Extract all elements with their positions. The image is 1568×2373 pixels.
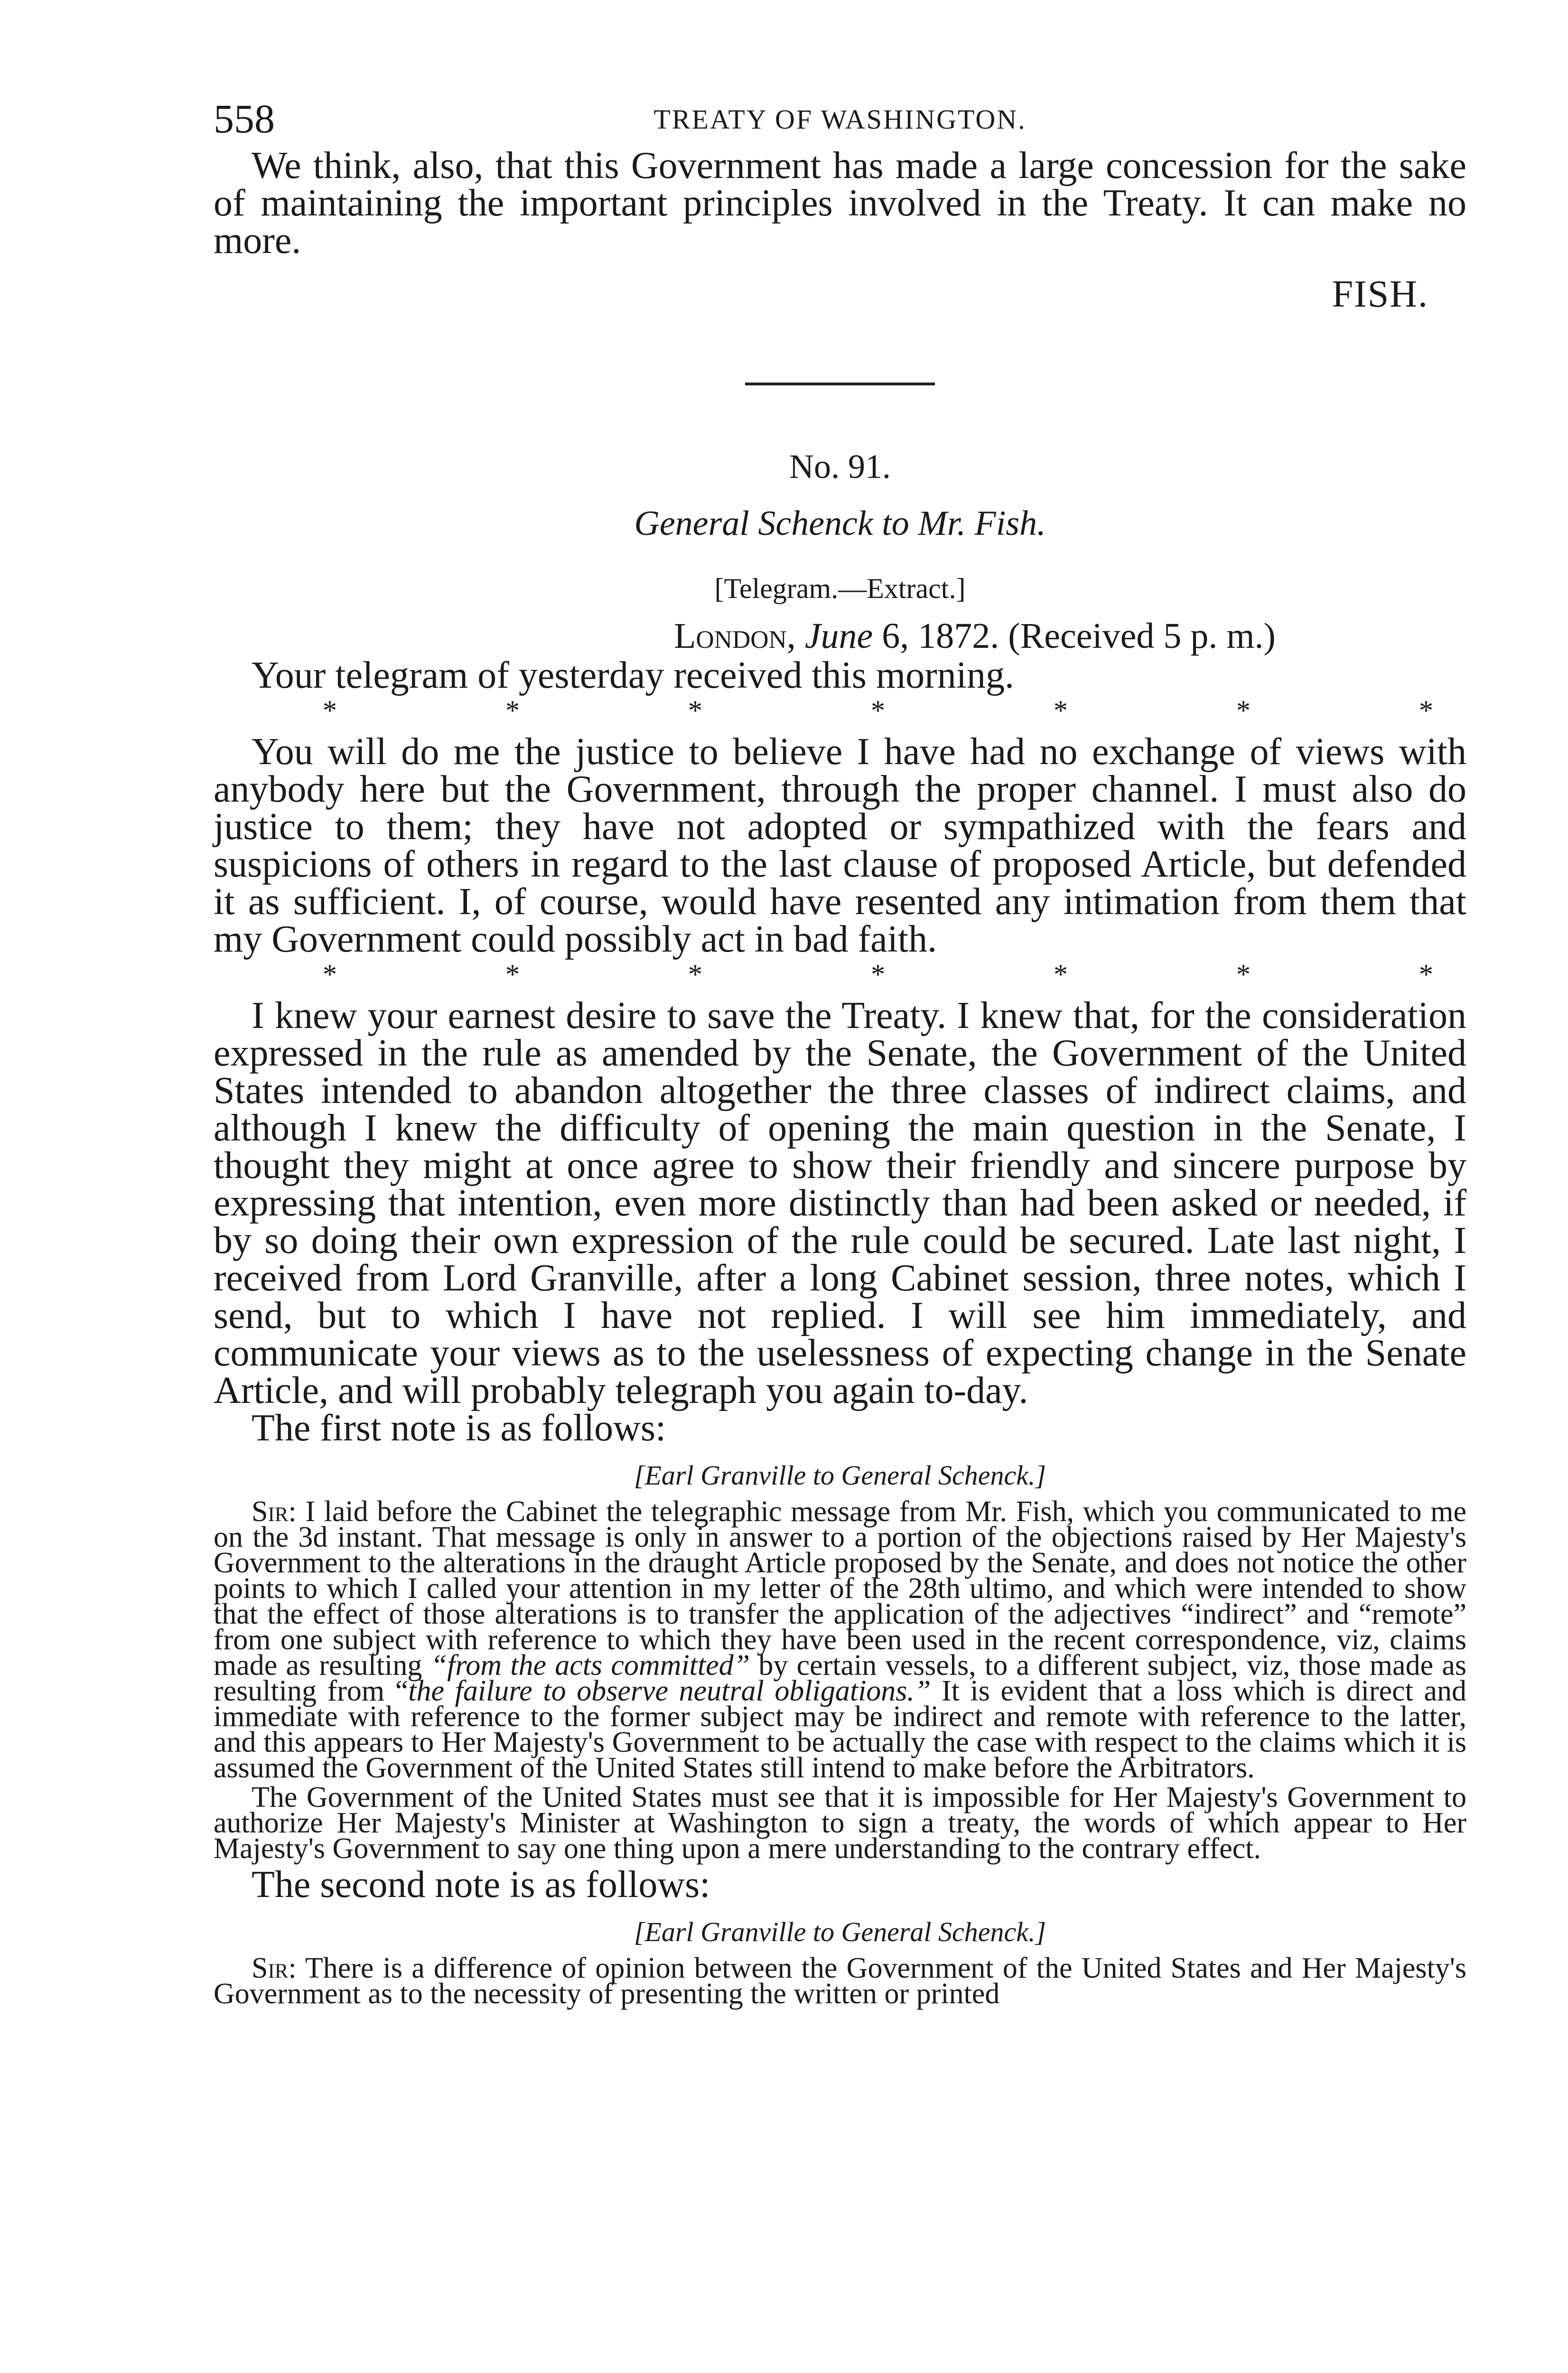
note-1-text-c: It is evident that a loss which is direct and immediate with reference to the former subject may be indirect and remote with reference to the latter, and this appears to Her Majesty's Government to be actually the case with respect to the claims which it is assumed the Government of the United States still intend to make before the Arbitrators.: [214, 1675, 1466, 1784]
note-1-italic-a: “from the acts committed”: [430, 1649, 750, 1682]
note-2-paragraph: [214, 1952, 1466, 2010]
second-note-intro: The second note is as follows:: [252, 1864, 710, 1906]
section-divider: [745, 383, 935, 385]
body-paragraph-2: I knew your earnest desire to save the Treaty. I knew that, for the consideration expressed in the rule as amended by the Senate, the Government of the United States intended to abandon altogether the three classes of indirect claims, and although I knew the difficulty of opening the main question in the Senate, I thought they might at once agree to show their friendly and sincere purpose by expressing that intention, even more distinctly than had been asked or needed, if by so doing their own expression of the rule could be secured. Late last night, I received from Lord Granville, after a long Cabinet session, three notes, which I send, but to which I have not replied. I will see him immediately, and communicate your views as to the uselessness of expecting change in the Senate Article, and will probably telegraph you again to-day.: [214, 995, 1466, 1411]
asterisk: *: [688, 695, 702, 726]
note-2-heading: [Earl Granville to General Schenck.]: [634, 1916, 1046, 1947]
running-title: TREATY OF WASHINGTON.: [653, 104, 1027, 135]
asterisk: *: [1236, 695, 1251, 726]
document-type-note: [Telegram.—Extract.]: [714, 573, 966, 604]
ellipsis-asterisks: [214, 960, 1466, 989]
signature: FISH.: [1332, 273, 1428, 315]
asterisk: *: [505, 695, 520, 726]
note-1-paragraph-1: [214, 1495, 1466, 1784]
note-1-paragraph-2: The Government of the United States must see that it is impossible for Her Majesty's Government to authorize Her Majesty's Minister at Washington to sign a treaty, the words of which appear to Her Majesty's Government to say one thing upon a mere understanding to the contrary effect.: [214, 1781, 1466, 1865]
asterisk: *: [1419, 959, 1433, 990]
asterisk: *: [1054, 959, 1068, 990]
note-1-text-b: by certain vessels, to a different subject, viz, those made as resulting from “: [214, 1649, 1466, 1707]
ellipsis-asterisks: [214, 696, 1466, 725]
salutation: Sir:: [252, 1952, 297, 1984]
asterisk: *: [323, 959, 337, 990]
asterisk: *: [688, 959, 702, 990]
asterisk: *: [1236, 959, 1251, 990]
opening-line: Your telegram of yesterday received this morning.: [252, 654, 1014, 696]
document-number: No. 91.: [789, 448, 891, 486]
first-note-intro: The first note is as follows:: [252, 1407, 666, 1449]
page-number: 558: [214, 96, 275, 141]
dateline-rest: 6, 1872. (Received 5 p. m.): [882, 616, 1276, 656]
document-heading: General Schenck to Mr. Fish.: [634, 504, 1046, 543]
note-1-heading: [Earl Granville to General Schenck.]: [634, 1460, 1046, 1491]
dateline-place: London,: [674, 616, 796, 656]
page-header: [214, 95, 1466, 147]
asterisk: *: [323, 695, 337, 726]
asterisk: *: [871, 959, 885, 990]
document-page: [214, 95, 1466, 2010]
salutation: Sir:: [252, 1495, 297, 1528]
asterisk: *: [871, 695, 885, 726]
asterisk: *: [1054, 695, 1068, 726]
body-paragraph-1: You will do me the justice to believe I have had no exchange of views with anybody here but the Government, through the proper channel. I must also do justice to them; they have not adopted or sympathized with the fears and suspicions of others in regard to the last clause of proposed Article, but defended it as sufficient. I, of course, would have resented any intimation from them that my Government could possibly act in bad faith.: [214, 731, 1466, 960]
note-1-text-a: I laid before the Cabinet the telegraphic message from Mr. Fish, which you communicated to me on the 3d instant. That message is only in answer to a portion of the objections raised by Her Majesty's Government to the alterations in the draught Article proposed by the Senate, and does not notice the other points to which I called your attention in my letter of the 28th ultimo, and which were intended to show that the effect of those alterations is to transfer the application of the adjectives “indirect” and “remote” from one subject with reference to which they have been used in the recent correspondence, viz, claims made as resulting: [214, 1495, 1466, 1682]
intro-paragraph: We think, also, that this Government has made a large concession for the sake of maintaining the important principles involved in the Treaty. It can make no more.: [214, 145, 1466, 262]
asterisk: *: [1419, 695, 1433, 726]
dateline-month: June: [804, 616, 873, 656]
asterisk: *: [505, 959, 520, 990]
note-2-text: There is a difference of opinion between the Government of the United States and Her Majesty's Government as to the necessity of presenting the written or printed: [214, 1952, 1466, 2010]
note-1-italic-b: the failure to observe neutral obligations.”: [408, 1675, 931, 1707]
dateline: [674, 616, 1466, 657]
